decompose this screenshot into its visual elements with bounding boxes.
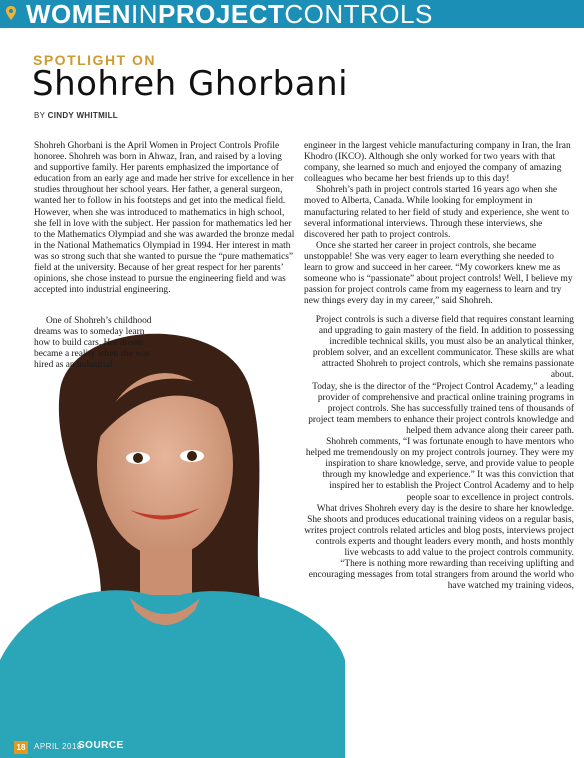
paragraph: engineer in the largest vehicle manufacturing company in Iran, the Iran Khodro (IKCO). Although she only worked for two years with that company, she learned so much and enjoyed the company of amazing colleagues who became her best friends up to this day! (304, 141, 571, 185)
paragraph: One of Shohreh’s childhood dreams was to someday learn how to build cars. Her dream became a reality when she was hired as an industrial (34, 316, 152, 371)
header-banner (0, 0, 584, 28)
body-column-2 (304, 141, 574, 307)
footer (0, 736, 584, 758)
paragraph: Project controls is such a diverse field that requires constant learning and upgrading to gain mastery of the field. In addition to possessing incredible technical skills, you must also be an analytical thinker, problem solver, and an excellent communicator. These skills are what attracted Shohreh to project controls, which she remains passionate about. (312, 315, 574, 381)
body-column-1 (34, 141, 296, 296)
location-pin-icon (6, 6, 16, 20)
paragraph: Once she started her career in project controls, she became unstoppable! She was very eager to learn everything she needed to learn to grow and succeed in her career. “My coworkers knew me as someone who is “passionate” about project controls! Well, I believe my passion for project controls came from my eagerness to learn and try new things every day in my career,” said Shohreh. (304, 240, 573, 307)
title-project: PROJECT (158, 0, 285, 29)
page-number: 18 (14, 741, 28, 754)
body-column-2-wrap (304, 315, 574, 592)
paragraph: Shohreh Ghorbani is the April Women in Project Controls Profile honoree. Shohreh was born in Ahwaz, Iran, and raised by a loving and supportive family. Her parents emphasized the importance of education from an early age and made her strive for excellence in her studies throughout her school years. Her father, a general surgeon, wanted her to follow in his footsteps and get into the medical field. However, when she was introduced to mathematics in high school, she fell in love with the subject. Her passion for mathematics led her to the Mathematics Olympiad and she was awarded the bronze medal in the National Mathematics Olympiad in 1994. Her interest in math was so strong such that she wanted to pursue the “pure mathematics” field at the university. Because of her great respect for her parents’ opinions, she chose instead to pursue the engineering field and was accepted into industrial engineering. (34, 141, 295, 296)
byline (34, 111, 118, 120)
paragraph: Shohreh comments, “I was fortunate enough to have mentors who helped me tremendously on my project controls journey. They were my inspiration to share knowledge, serve, and provide value to people through my knowledge and experience.” It was this conviction that inspired her to establish the Project Control Academy and to help people soar to excellence in project controls. (305, 437, 574, 503)
issue-date: APRIL 2018 (34, 742, 82, 751)
magazine-name: SOURCE (78, 740, 124, 751)
author-name: CINDY WHITMILL (47, 111, 118, 120)
body-column-1-wrap (34, 316, 156, 371)
title-controls: CONTROLS (284, 0, 433, 29)
paragraph: Today, she is the director of the “Project Control Academy,” a leading provider of comprehensive and practical online training programs in project controls. She has successfully trained tens of thousands of project team members to enhance their project controls knowledge and helped them advance along their career path. (308, 381, 574, 436)
title-women: WOMEN (26, 0, 132, 29)
paragraph: What drives Shohreh every day is the desire to share her knowledge. She shoots and produces educational training videos on a regular basis, writes project controls related articles and blog posts, interviews project controls experts and thought leaders every month, and hosts monthly live webcasts to add value to the project controls community. (304, 503, 574, 558)
section-title (26, 1, 433, 27)
headline-name: Shohreh Ghorbani (32, 64, 349, 104)
portrait-photo (0, 330, 345, 758)
title-in: IN (131, 0, 159, 29)
byline-by: BY (34, 111, 46, 120)
paragraph: Shohreh’s path in project controls started 16 years ago when she moved to Alberta, Canada. While looking for employment in manufacturing related to her field of study and experience, she went to several informational interviews. Through these interviews, she discovered her path to project controls. (304, 185, 570, 240)
paragraph: “There is nothing more rewarding than receiving uplifting and encouraging messages from total strangers from around the world who have watched my training videos, (308, 559, 574, 592)
kicker: SPOTLIGHT ON (33, 52, 156, 68)
